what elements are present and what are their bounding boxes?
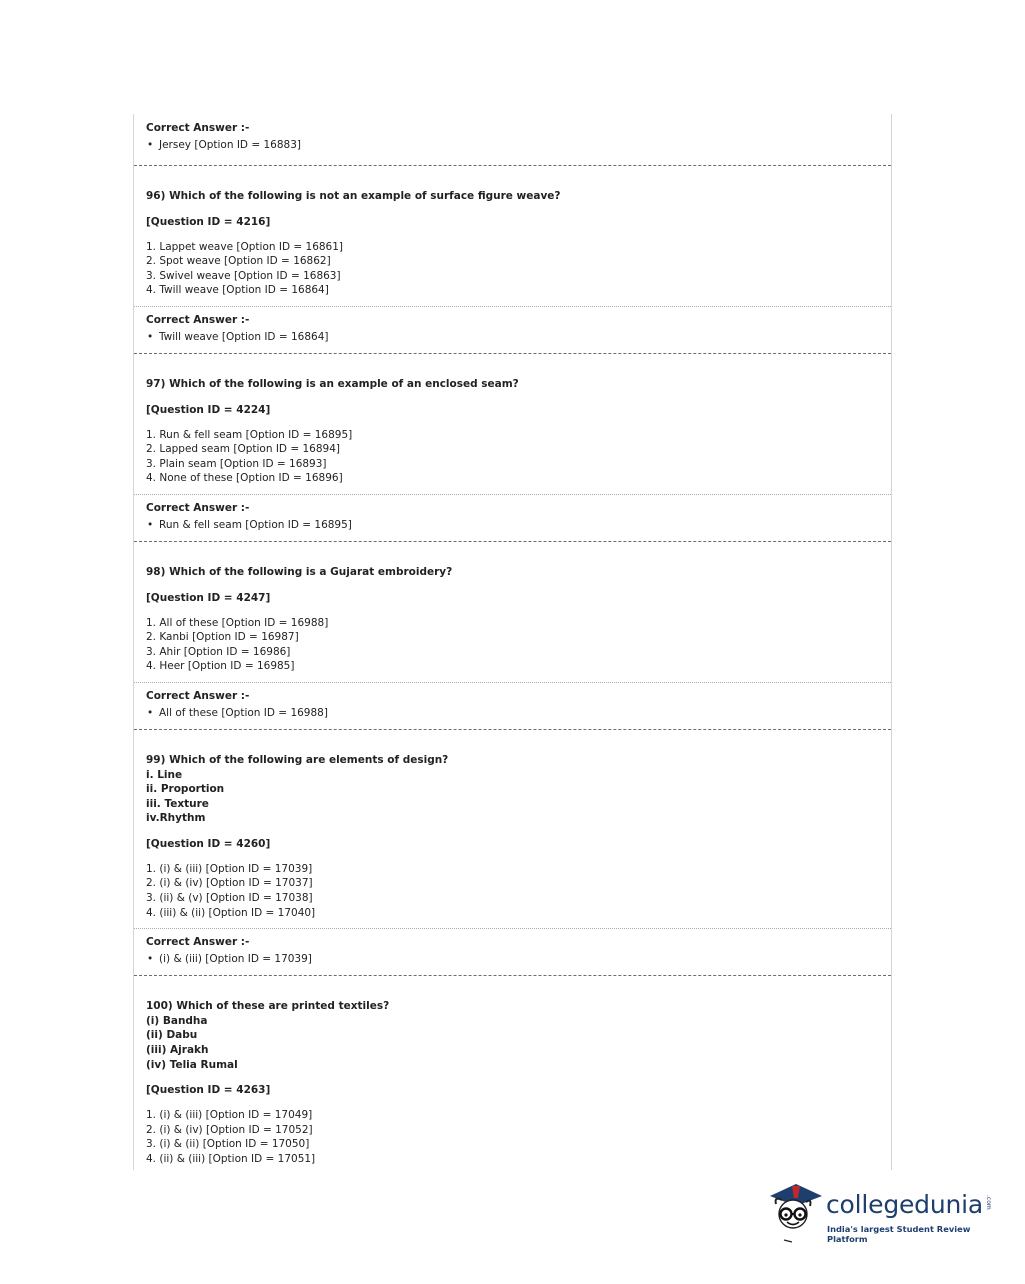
question-id: [Question ID = 4247] [146, 591, 271, 604]
option-item: 3. Swivel weave [Option ID = 16863] [146, 269, 341, 282]
question-statement: iv.Rhythm [146, 812, 206, 825]
option-item: 4. (iii) & (ii) [Option ID = 17040] [146, 906, 316, 919]
correct-answer-value: • (i) & (iii) [Option ID = 17039] [146, 952, 891, 966]
option-item: 3. Ahir [Option ID = 16986] [146, 645, 291, 658]
question-99 [134, 730, 891, 966]
options-list [146, 240, 891, 298]
option-item: 2. (i) & (iv) [Option ID = 17037] [146, 877, 313, 890]
question-98 [134, 542, 891, 720]
question-statement: i. Line [146, 768, 183, 781]
correct-answer-label: Correct Answer :- [146, 313, 250, 326]
answer-block-96 [146, 307, 891, 344]
logo-com: .com [985, 1195, 992, 1210]
correct-answer-value: • Run & fell seam [Option ID = 16895] [146, 518, 891, 532]
option-item: 1. (i) & (iii) [Option ID = 17049] [146, 1109, 313, 1122]
question-title: 97) Which of the following is an example of an enclosed seam? [146, 377, 519, 390]
question-title: 100) Which of these are printed textiles? [146, 1000, 390, 1013]
question-id: [Question ID = 4260] [146, 837, 271, 850]
option-item: 1. Lappet weave [Option ID = 16861] [146, 240, 344, 253]
question-96 [134, 166, 891, 344]
correct-answer-label: Correct Answer :- [146, 936, 250, 949]
question-statement: (iii) Ajrakh [146, 1044, 209, 1057]
question-id: [Question ID = 4263] [146, 1084, 271, 1097]
option-item: 4. None of these [Option ID = 16896] [146, 472, 343, 485]
question-statement: ii. Proportion [146, 783, 225, 796]
option-item: 4. (ii) & (iii) [Option ID = 17051] [146, 1153, 316, 1165]
question-100 [134, 976, 891, 1166]
correct-answer-label: Correct Answer :- [146, 689, 250, 702]
question-statement: (ii) Dabu [146, 1029, 198, 1042]
options-list [146, 862, 891, 920]
question-paper-sheet [133, 114, 892, 1170]
correct-answer-label: Correct Answer :- [146, 122, 250, 134]
answer-block-95 [134, 114, 891, 152]
correct-answer-value: • All of these [Option ID = 16988] [146, 706, 891, 720]
question-statement: (i) Bandha [146, 1014, 208, 1027]
question-id: [Question ID = 4216] [146, 215, 271, 228]
option-item: 1. All of these [Option ID = 16988] [146, 616, 329, 629]
option-item: 1. (i) & (iii) [Option ID = 17039] [146, 862, 313, 875]
question-statement: (iv) Telia Rumal [146, 1058, 238, 1071]
question-title: 99) Which of the following are elements of design? [146, 753, 449, 766]
option-item: 4. Heer [Option ID = 16985] [146, 660, 295, 673]
option-item: 4. Twill weave [Option ID = 16864] [146, 284, 329, 297]
option-item: 2. Lapped seam [Option ID = 16894] [146, 443, 340, 456]
options-list [146, 428, 891, 486]
options-list [146, 1108, 891, 1166]
option-item: 2. Spot weave [Option ID = 16862] [146, 255, 331, 268]
mascot-icon [766, 1178, 826, 1246]
option-item: 2. (i) & (iv) [Option ID = 17052] [146, 1123, 313, 1136]
question-title: 98) Which of the following is a Gujarat embroidery? [146, 565, 453, 578]
option-item: 3. (ii) & (v) [Option ID = 17038] [146, 892, 313, 905]
answer-block-99 [146, 929, 891, 966]
correct-answer-label: Correct Answer :- [146, 501, 250, 514]
correct-answer-value: • Jersey [Option ID = 16883] [146, 138, 891, 152]
logo-wordmark: collegedunia [826, 1190, 983, 1219]
option-item: 2. Kanbi [Option ID = 16987] [146, 631, 299, 644]
answer-block-98 [146, 683, 891, 720]
correct-answer-value: • Twill weave [Option ID = 16864] [146, 330, 891, 344]
options-list [146, 616, 891, 674]
logo-tagline: India's largest Student Review Platform [827, 1224, 971, 1244]
question-id: [Question ID = 4224] [146, 403, 271, 416]
question-title: 96) Which of the following is not an example of surface figure weave? [146, 190, 561, 202]
option-item: 3. Plain seam [Option ID = 16893] [146, 457, 327, 470]
question-statement: iii. Texture [146, 797, 209, 810]
collegedunia-logo [766, 1178, 996, 1246]
option-item: 3. (i) & (ii) [Option ID = 17050] [146, 1138, 310, 1151]
question-97 [134, 354, 891, 532]
option-item: 1. Run & fell seam [Option ID = 16895] [146, 428, 353, 441]
answer-block-97 [146, 495, 891, 532]
